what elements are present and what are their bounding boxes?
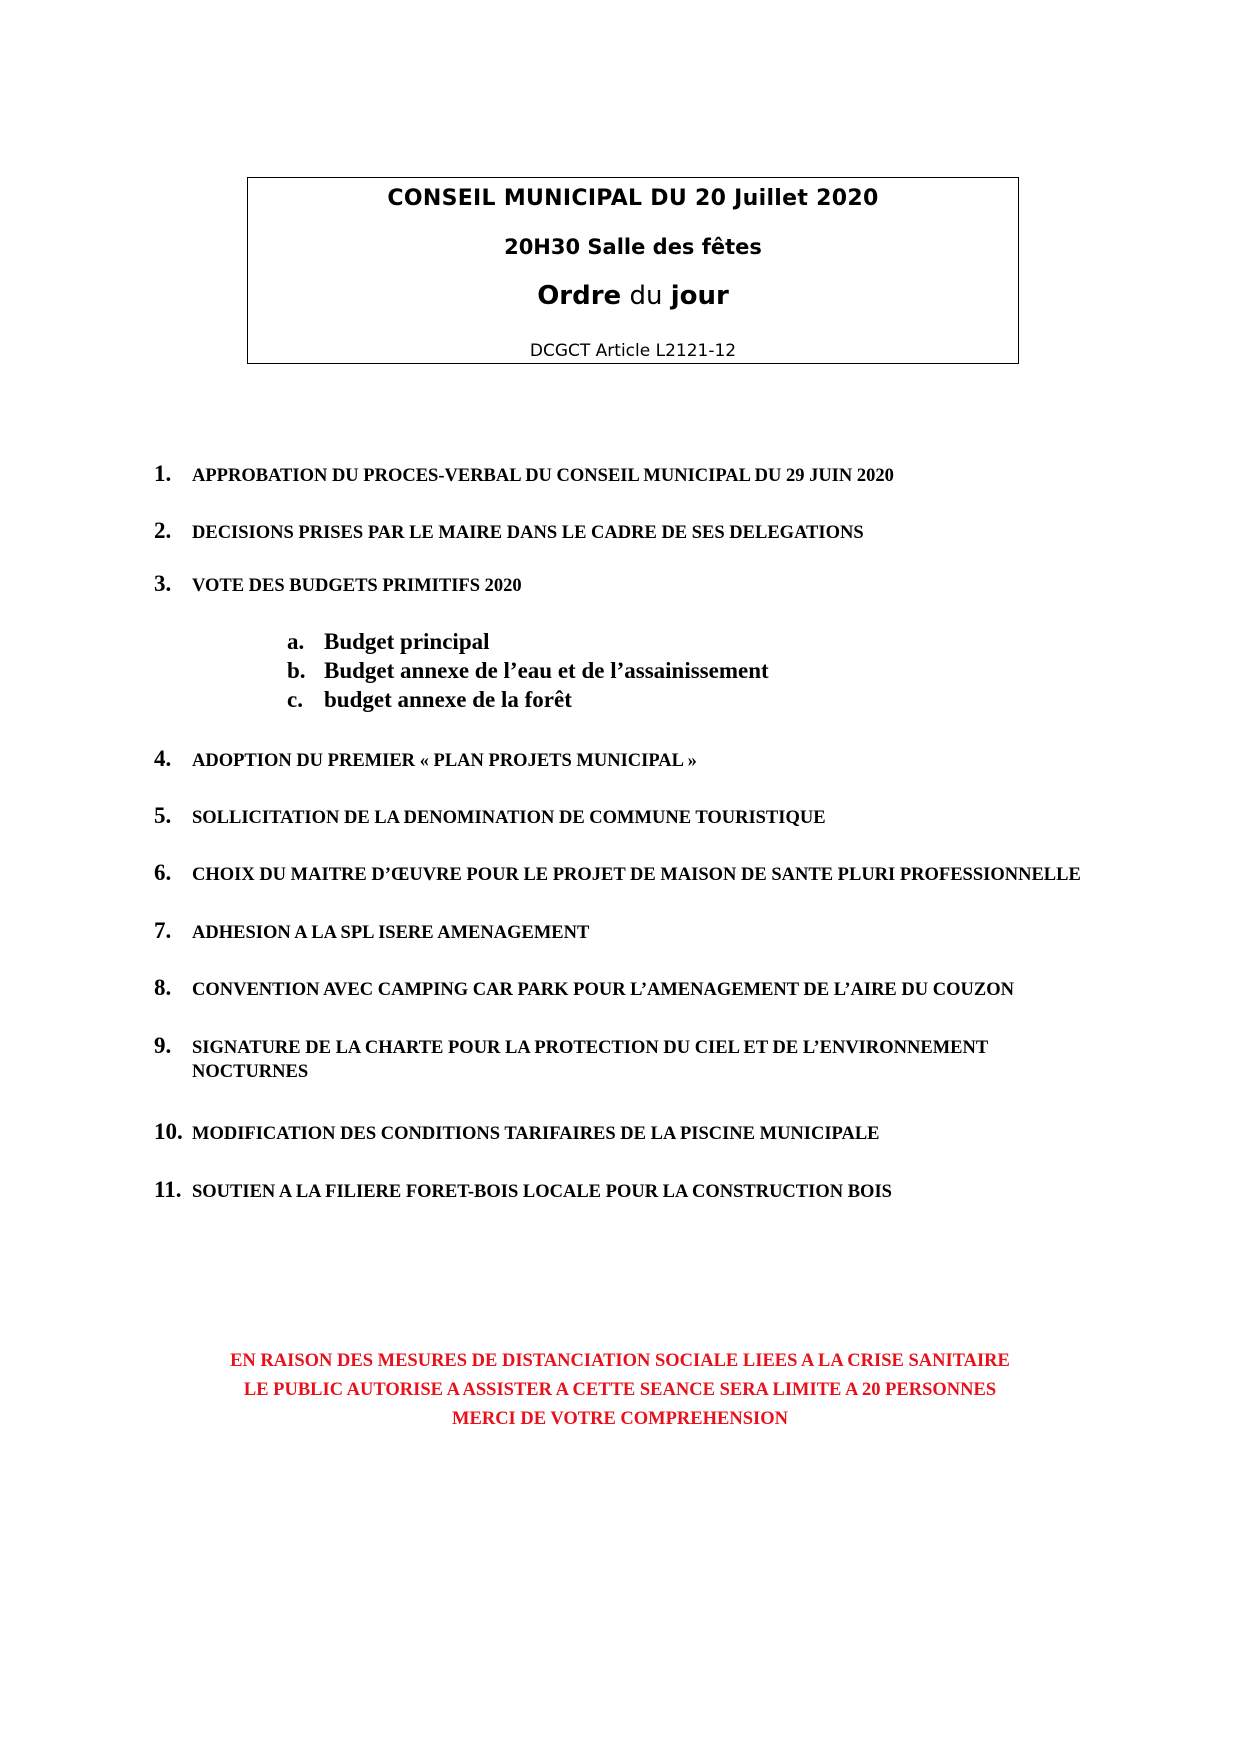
item-text: SIGNATURE DE LA CHARTE POUR LA PROTECTION DU CIEL ET DE L’ENVIRONNEMENT: [192, 1038, 989, 1058]
agenda-item-7: [154, 918, 589, 944]
agenda-item-1: [154, 461, 894, 487]
sub-item-letter: a.: [287, 629, 305, 654]
agenda-item-10: [154, 1119, 880, 1145]
agenda-item-6: [154, 860, 1081, 886]
item-text: APPROBATION DU PROCES-VERBAL DU CONSEIL MUNICIPAL DU 29 JUIN 2020: [192, 466, 894, 486]
sub-item-letter: c.: [287, 687, 303, 712]
item-text: SOUTIEN A LA FILIERE FORET-BOIS LOCALE POUR LA CONSTRUCTION BOIS: [192, 1182, 892, 1202]
sub-item-a: [287, 629, 490, 655]
meeting-time-place: 20H30 Salle des fêtes: [504, 235, 762, 259]
agenda-heading-part3: jour: [670, 281, 729, 311]
sub-item-text: Budget principal: [324, 629, 490, 654]
agenda-item-9: [154, 1033, 988, 1059]
item-number: 6.: [154, 860, 172, 885]
agenda-item-9-continued: [192, 1062, 308, 1083]
sub-item-letter: b.: [287, 658, 306, 683]
meeting-title: CONSEIL MUNICIPAL DU 20 Juillet 2020: [387, 186, 879, 211]
sub-item-text: budget annexe de la forêt: [324, 687, 572, 712]
item-number: 11.: [154, 1177, 182, 1202]
sub-item-text: Budget annexe de l’eau et de l’assainissement: [324, 658, 769, 683]
item-text: ADHESION A LA SPL ISERE AMENAGEMENT: [192, 923, 590, 943]
item-text-continued: NOCTURNES: [192, 1062, 309, 1082]
item-text: CONVENTION AVEC CAMPING CAR PARK POUR L’AMENAGEMENT DE L’AIRE DU COUZON: [192, 980, 1014, 1000]
item-text: VOTE DES BUDGETS PRIMITIFS 2020: [192, 576, 522, 596]
agenda-item-8: [154, 975, 1014, 1001]
agenda-item-11: [154, 1177, 892, 1203]
legal-reference: DCGCT Article L2121-12: [529, 341, 737, 361]
sub-item-c: [287, 687, 572, 713]
item-text: DECISIONS PRISES PAR LE MAIRE DANS LE CADRE DE SES DELEGATIONS: [192, 523, 864, 543]
agenda-heading-part1: Ordre: [537, 281, 622, 311]
agenda-item-3: [154, 571, 522, 597]
agenda-item-5: [154, 803, 826, 829]
item-number: 3.: [154, 571, 172, 596]
agenda-item-4: [154, 746, 697, 772]
notice-line-1: EN RAISON DES MESURES DE DISTANCIATION SOCIALE LIEES A LA CRISE SANITAIRE: [230, 1351, 1010, 1371]
agenda-item-2: [154, 518, 864, 544]
item-text: MODIFICATION DES CONDITIONS TARIFAIRES DE LA PISCINE MUNICIPALE: [192, 1124, 880, 1144]
item-number: 4.: [154, 746, 172, 771]
item-number: 8.: [154, 975, 172, 1000]
notice-line-2: LE PUBLIC AUTORISE A ASSISTER A CETTE SEANCE SERA LIMITE A 20 PERSONNES: [243, 1380, 997, 1400]
item-number: 5.: [154, 803, 172, 828]
item-number: 2.: [154, 518, 172, 543]
notice-line-3: MERCI DE VOTRE COMPREHENSION: [452, 1409, 788, 1429]
item-number: 7.: [154, 918, 172, 943]
agenda-heading-part2: du: [621, 281, 671, 311]
item-number: 10.: [154, 1119, 183, 1144]
header-box: [247, 177, 1019, 364]
item-text: CHOIX DU MAITRE D’ŒUVRE POUR LE PROJET DE MAISON DE SANTE PLURI PROFESSIONNELLE: [192, 865, 1081, 885]
item-text: ADOPTION DU PREMIER « PLAN PROJETS MUNICIPAL »: [192, 751, 697, 771]
item-number: 1.: [154, 461, 172, 486]
item-text: SOLLICITATION DE LA DENOMINATION DE COMMUNE TOURISTIQUE: [192, 808, 826, 828]
agenda-heading: [248, 281, 1018, 311]
sub-item-b: [287, 658, 769, 684]
item-number: 9.: [154, 1033, 172, 1058]
